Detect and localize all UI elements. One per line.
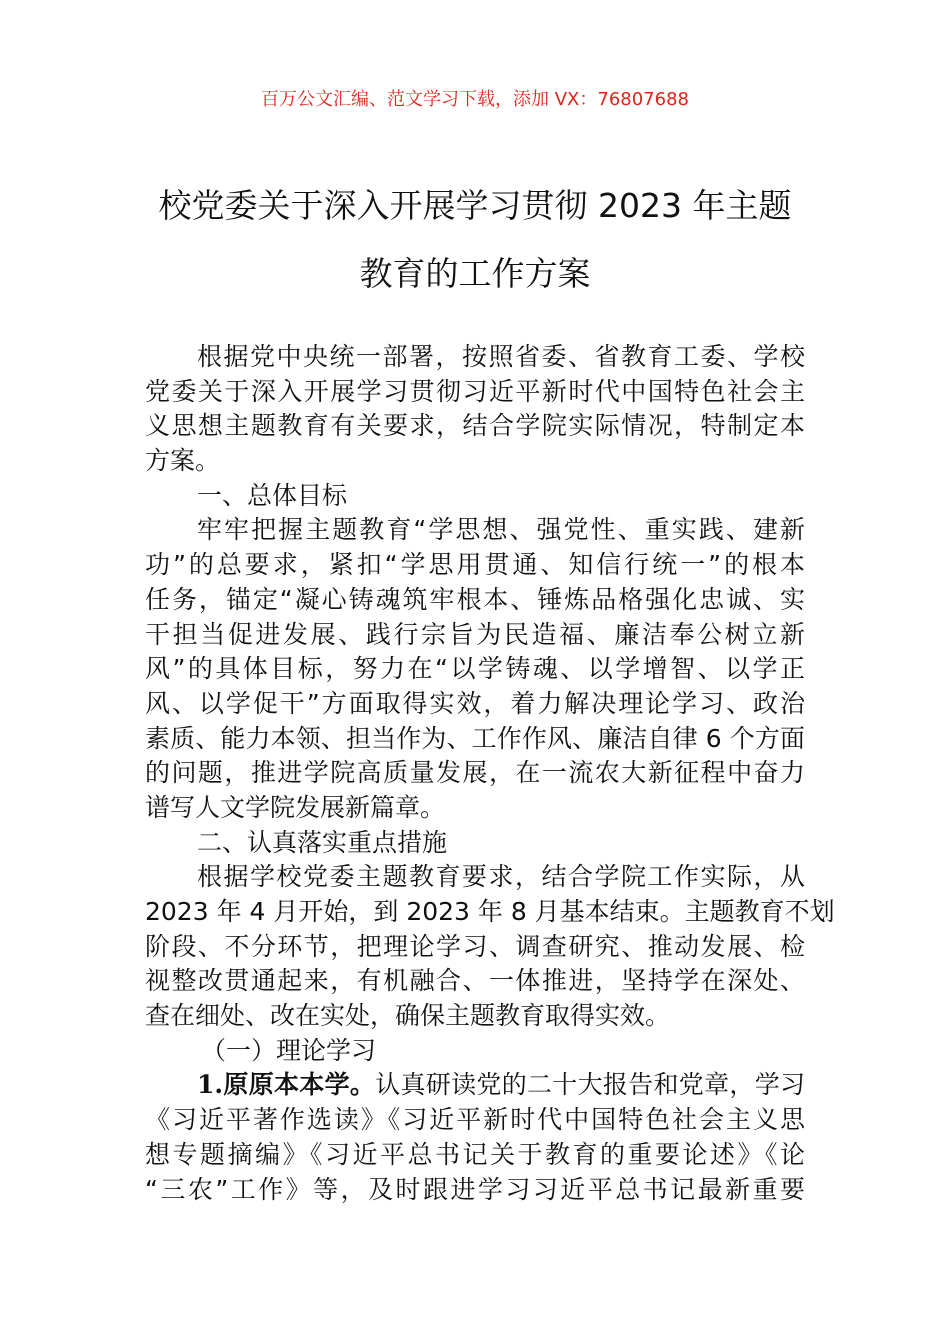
body-text-line: 查在细处、改在实处，确保主题教育取得实效。	[145, 1001, 671, 1031]
body-text-line: 一、总体目标	[197, 480, 348, 510]
item-1-line	[145, 1068, 805, 1103]
body-text-line: 风、以学促干”方面取得实效，着力解决理论学习、政治	[145, 688, 805, 718]
body-text-line: 视整改贯通起来，有机融合、一体推进，坚持学在深处、	[145, 966, 805, 996]
body-text-line: 根据学校党委主题教育要求，结合学院工作实际，从	[197, 862, 805, 892]
body-text-line: 谱写人文学院发展新篇章。	[145, 792, 446, 822]
document-title-line-2: 教育的工作方案	[359, 254, 591, 293]
body-text-line: 根据党中央统一部署，按照省委、省教育工委、学校	[197, 342, 805, 371]
body-text-line: 干担当促进发展、践行宗旨为民造福、廉洁奉公树立新	[145, 619, 805, 649]
body-text-line: 牢牢把握主题教育“学思想、强党性、重实践、建新	[197, 515, 805, 545]
body-text-line: 《习近平著作选读》《习近平新时代中国特色社会主义思	[145, 1105, 805, 1135]
item-1-text: 认真研读党的二十大报告和党章，学习	[375, 1070, 805, 1100]
body-text-line: 风”的具体目标，努力在“以学铸魂、以学增智、以学正	[145, 654, 805, 684]
body-text-line: （一）理论学习	[201, 1035, 377, 1065]
document-body	[145, 340, 835, 1207]
body-text-line: 义思想主题教育有关要求，结合学院实际情况，特制定本	[145, 411, 805, 441]
body-text-line: “三农”工作》等，及时跟进学习习近平总书记最新重要	[145, 1174, 805, 1204]
body-text-line: 二、认真落实重点措施	[197, 827, 448, 857]
body-text-line: 想专题摘编》《习近平总书记关于教育的重要论述》《论	[145, 1139, 805, 1169]
header-watermark-text: 百万公文汇编、范文学习下载，添加 VX：76807688	[261, 89, 689, 110]
body-text-line: 的问题，推进学院高质量发展，在一流农大新征程中奋力	[145, 758, 805, 788]
body-text-line: 素质、能力本领、担当作为、工作作风、廉洁自律 6 个方面	[145, 723, 805, 753]
body-text-line: 阶段、不分环节，把理论学习、调查研究、推动发展、检	[145, 931, 805, 961]
body-text-line: 2023 年 4 月开始，到 2023 年 8 月基本结束。主题教育不划	[145, 897, 835, 926]
body-text-line: 任务，锚定“凝心铸魂筑牢根本、锤炼品格强化忠诚、实	[145, 584, 805, 614]
document-title-line-1: 校党委关于深入开展学习贯彻 2023 年主题	[158, 186, 792, 225]
body-text-line: 功”的总要求，紧扣“学思用贯通、知信行统一”的根本	[145, 550, 805, 580]
body-text-line: 方案。	[145, 446, 221, 476]
body-text-line: 党委关于深入开展学习贯彻习近平新时代中国特色社会主	[145, 376, 805, 406]
item-1-heading: 1.原原本本学。	[197, 1070, 376, 1100]
